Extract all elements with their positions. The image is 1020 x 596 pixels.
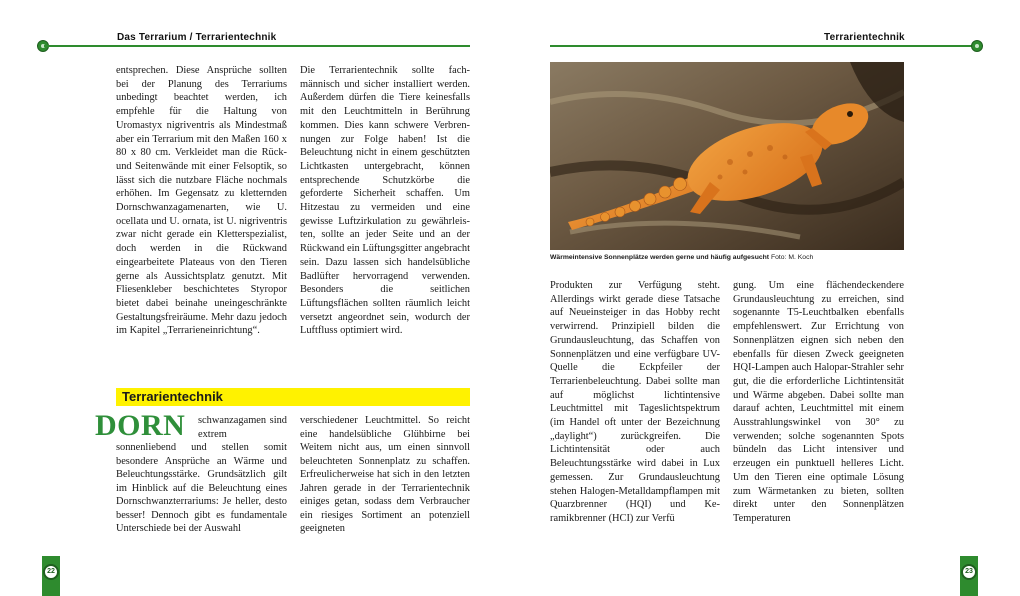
left-column-1-bottom bbox=[116, 441, 287, 536]
left-column-2 bbox=[300, 64, 470, 338]
paragraph: sonnenliebend und stellen somit besondere Ansprüche an Wärme und Beleuchtungsstärke. Grundsätzlich gilt im Hinblick auf die Beleuchtung eines Dornschwanzterrariums: Je heller, desto besser! Dennoch gibt es fundamentale Unterschiede bei der Auswahl bbox=[116, 442, 287, 534]
lizard-photo bbox=[550, 62, 904, 250]
running-header-right: Terrarientechnik bbox=[824, 32, 905, 43]
header-rule-left bbox=[44, 45, 470, 47]
paragraph: verschiedener Leuchtmittel. So reicht eine handelsübliche Glühbirne bei Weitem nicht aus, um einen sinnvoll beleuchteten Sonnenplatz zu schaffen. Erfreulicherweise hat sich in den letzten Jahren gerade in der Terrarientechnik einiges getan, sodass dem Verbraucher ein riesiges Sortiment an potenziell geeigneten bbox=[300, 415, 470, 534]
paragraph: gung. Um eine flächendeckendere Grundausleuchtung zu erreichen, sind sogenannte T5-Leuchtbalken ebenfalls empfehlenswert. Zur Errichtung von Sonnenplätzen eignen sich neben den ebenfalls für diesen Zweck geeigneten HQI-Lampen auch Halopar-Strahler sehr gut, die die erforderliche Lichtintensität und Wärme abgeben. Dabei sollte man darauf achten, Leuchtmittel mit einem Ausstrahlungswinkel von 30° zu verwenden; solche sogenannten Spots bündeln das Licht intensiver und erzeugen ein punktuell helleres Licht. Um den Tieren eine optimale Lösung zum Wärmetanken zu bieten, sollten direkt unter den Sonnenplätzen Temperaturen bbox=[733, 280, 904, 524]
caption-text: Wärmeintensive Sonnenplätze werden gerne und häufig aufgesucht bbox=[550, 254, 770, 261]
page-number-right bbox=[960, 556, 978, 596]
right-column-2 bbox=[733, 279, 904, 526]
page-number-label: 23 bbox=[961, 564, 977, 580]
paragraph: Produkten zur Verfügung steht. Allerdings wirkt gerade diese Tatsache auf Neueinsteiger in das Hobby recht verwirrend. Prinzipiell bilden die Grundausleuchtung, das Schaffen von Sonnenplätzen und eine verfügbare UV-Quelle die Eckpfeiler der Terrarienbeleuchtung. Dabei sollte man auf möglichst lichtintensive Leuchtmittel mit Tageslichtspektrum (im Handel oft unter der Bezeichnung „daylight“) zurückgreifen. Die Lichtintensität oder auch Beleuchtungsstärke wird dabei in Lux gemessen. Zur Grundausleuchtung stehen Halogen-Metalldampflampen mit Quarzbrenner (HQI) und Keramikbrenner (HCI) zur Verfü bbox=[550, 280, 720, 524]
lizard-illustration bbox=[550, 62, 904, 250]
running-header-left: Das Terrarium / Terrarientechnik bbox=[117, 32, 277, 43]
paragraph: Die Terrarientechnik sollte fachmännisch und sicher installiert werden. Außerdem dürfen die Tiere keinesfalls mit den Leuchtmitteln in Berührung kommen. Dies kann schwere Verbrennungen zur Folge haben! Ist die Beleuchtung nicht in einem geschützten Lichtkasten untergebracht, können entsprechende Schutzkörbe die geforderte Sicherheit schaffen. Um Hitzestau zu vermeiden und eine gewisse Luftzirkulation zu gewährleisten, sollte an jeder Seite und an der Rückwand ein Lüftungsgitter angebracht sein. Dazu lassen sich handelsübliche Badlüfter hervorragend verwenden. Besonders die seitlichen Lüftungsflächen sollten räumlich leicht versetzt angeordnet sein, wodurch der Luftfluss optimiert wird. bbox=[300, 65, 470, 337]
photo-credit: Foto: M. Koch bbox=[770, 254, 814, 261]
left-column-1 bbox=[116, 64, 287, 338]
photo-caption bbox=[550, 253, 910, 262]
right-column-1 bbox=[550, 279, 720, 526]
page-number-label: 22 bbox=[43, 564, 59, 580]
page-number-left bbox=[42, 556, 60, 596]
paragraph: schwanzagamen sind extrem bbox=[198, 415, 287, 440]
header-ornament-right bbox=[971, 40, 983, 52]
left-column-1-bottom-first bbox=[198, 414, 287, 441]
drop-cap: DORN bbox=[95, 409, 186, 442]
header-rule-right bbox=[550, 45, 978, 47]
paragraph: entsprechen. Diese Ansprüche sollten bei der Planung des Terrariums unbedingt beachtet werden, ich empfehle für die Haltung von Uromastyx nigriventris als Mindestmaß aber ein Terrarium mit den Maßen 160 x 80 x 80 cm. Verkleidet man die Rück- und Seitenwände mit einer Felsoptik, so lässt sich die nutzbare Fläche nochmals erhöhen. Im Gegensatz zu kletternden Dornschwanzagamenarten, wie U. ocellata und U. ornata, ist U. nigriventris zwar nicht gerade ein Kletterspezialist, doch werden in die Rückwand eingearbeitete Plateaus von den Tieren gerne als Aussichtsplatz genutzt. Mit Fliesenkleber beschichtetes Styropor bietet dabei beinahe uneingeschränkte Gestaltungsfreiräume. Mehr dazu jedoch im Kapitel „Terrarieneinrichtung“. bbox=[116, 65, 287, 337]
left-column-2-bottom bbox=[300, 414, 470, 536]
section-heading: Terrarientechnik bbox=[116, 388, 470, 406]
